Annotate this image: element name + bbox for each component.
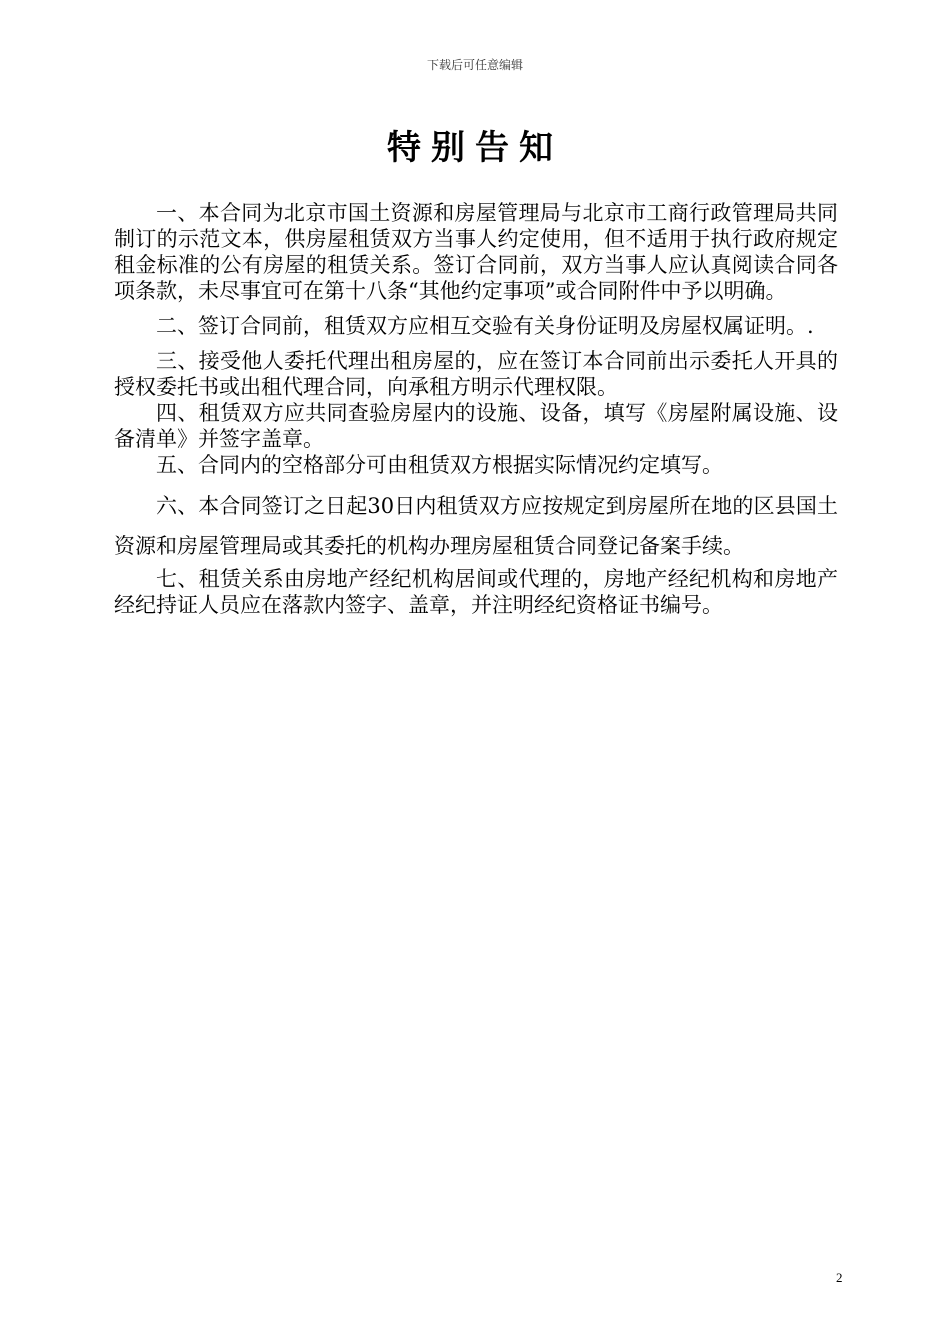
page-number: 2 <box>836 1270 843 1285</box>
header-note: 下载后可任意编辑 <box>426 58 523 72</box>
notice-item-6: 六、本合同签订之日起30日内租赁双方应按规定到房屋所在地的区县国土资源和房屋管理局或其委托的机构办理房屋租赁合同登记备案手续。 <box>114 494 838 558</box>
notice-item-7: 七、租赁关系由房地产经纪机构居间或代理的，房地产经纪机构和房地产经纪持证人员应在落款内签字、盖章，并注明经纪资格证书编号。 <box>114 567 838 617</box>
document-title: 特别告知 <box>387 128 563 168</box>
notice-item-1: 一、本合同为北京市国土资源和房屋管理局与北京市工商行政管理局共同制订的示范文本，供房屋租赁双方当事人约定使用，但不适用于执行政府规定租金标准的公有房屋的租赁关系。签订合同前，双方当事人应认真阅读合同各项条款，未尽事宜可在第十八条“其他约定事项”或合同附件中予以明确。 <box>114 201 838 303</box>
notice-body <box>114 200 838 618</box>
notice-item-3: 三、接受他人委托代理出租房屋的，应在签订本合同前出示委托人开具的授权委托书或出租代理合同，向承租方明示代理权限。 <box>114 349 838 399</box>
notice-item-2: 二、签订合同前，租赁双方应相互交验有关身份证明及房屋权属证明。. <box>156 314 814 338</box>
notice-item-4: 四、租赁双方应共同查验房屋内的设施、设备，填写《房屋附属设施、设备清单》并签字盖章。 <box>114 401 838 451</box>
notice-item-5: 五、合同内的空格部分可由租赁双方根据实际情况约定填写。 <box>156 453 723 477</box>
